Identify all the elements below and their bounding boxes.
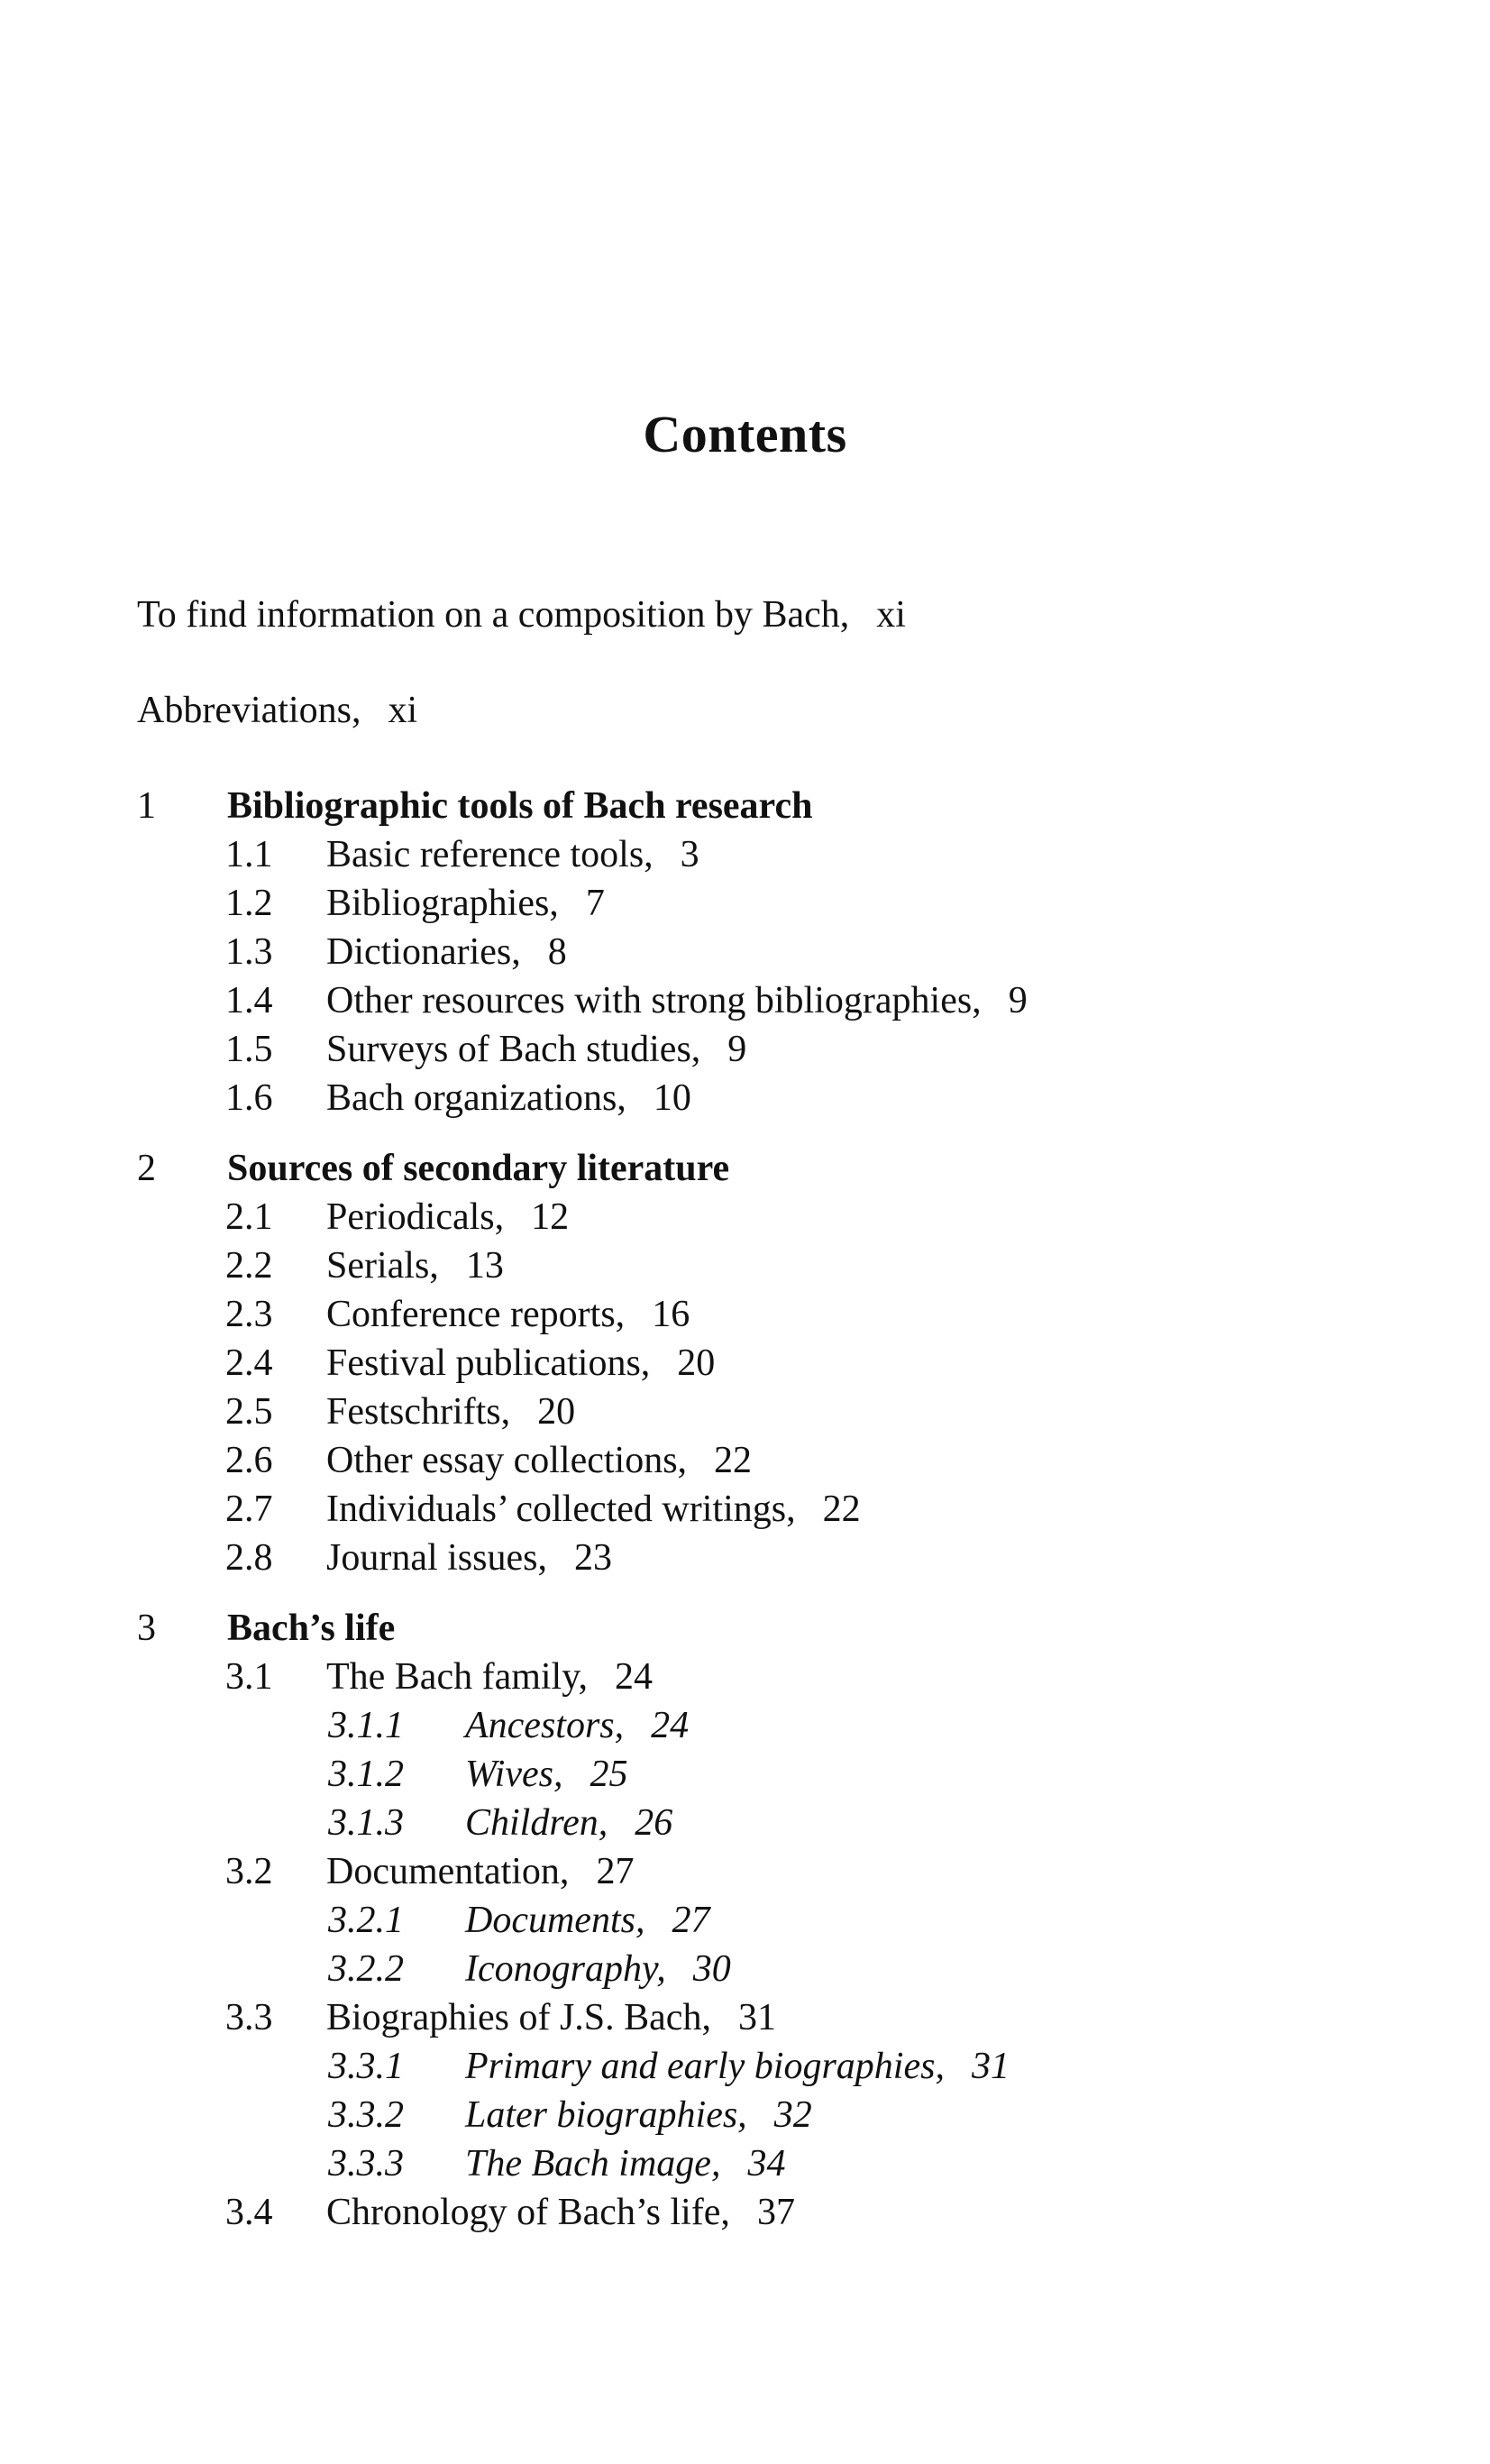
section-page: 23 xyxy=(574,1537,612,1579)
section-label: Bach organizations, xyxy=(326,1077,626,1119)
section-label: Biographies of J.S. Bach, xyxy=(326,1997,711,2038)
section-number: 3.4 xyxy=(225,2192,273,2233)
section-page: 13 xyxy=(465,1245,504,1287)
section-label: Festival publications, xyxy=(326,1342,651,1384)
section-label: Dictionaries, xyxy=(326,931,521,973)
subsection-page: 27 xyxy=(672,1900,710,1941)
subsection-label: Later biographies, xyxy=(465,2094,747,2136)
section-number: 1.2 xyxy=(225,883,273,924)
chapter-number: 1 xyxy=(137,785,156,827)
toc-front-entry xyxy=(137,689,417,732)
subsection-label: Primary and early biographies, xyxy=(465,2046,945,2087)
section-number: 1.3 xyxy=(225,931,273,973)
section-number: 2.3 xyxy=(225,1294,273,1335)
subsection-page: 26 xyxy=(635,1802,673,1844)
subsection-number: 3.3.1 xyxy=(328,2046,404,2087)
section-number: 3.1 xyxy=(225,1656,273,1698)
section-label: The Bach family, xyxy=(326,1656,589,1698)
chapter-title: Sources of secondary literature xyxy=(227,1148,730,1189)
section-page: 24 xyxy=(615,1656,654,1698)
section-number: 1.4 xyxy=(225,980,273,1021)
section-number: 2.5 xyxy=(225,1391,273,1433)
chapter-number: 3 xyxy=(137,1608,156,1649)
section-page: 22 xyxy=(822,1488,861,1530)
section-label: Documentation, xyxy=(326,1851,570,1892)
toc-front-entry xyxy=(137,593,906,637)
section-number: 2.8 xyxy=(225,1537,273,1579)
subsection-number: 3.3.2 xyxy=(328,2094,404,2136)
section-page: 31 xyxy=(737,1997,776,2038)
section-number: 2.1 xyxy=(225,1196,273,1238)
section-label: Bibliographies, xyxy=(326,883,559,924)
section-page: 9 xyxy=(727,1029,747,1070)
subsection-number: 3.1.1 xyxy=(328,1705,404,1746)
entry-page: xi xyxy=(388,690,418,731)
chapter-number: 2 xyxy=(137,1148,156,1189)
section-label: Conference reports, xyxy=(326,1294,626,1335)
section-label: Chronology of Bach’s life, xyxy=(326,2192,730,2233)
subsection-page: 30 xyxy=(692,1948,731,1990)
section-number: 3.2 xyxy=(225,1851,273,1892)
section-label: Festschrifts, xyxy=(326,1391,511,1433)
section-label: Individuals’ collected writings, xyxy=(326,1488,796,1530)
subsection-label: Ancestors, xyxy=(465,1705,625,1746)
section-number: 2.7 xyxy=(225,1488,273,1530)
subsection-number: 3.3.3 xyxy=(328,2143,404,2185)
section-label: Other essay collections, xyxy=(326,1440,688,1481)
section-number: 1.5 xyxy=(225,1029,273,1070)
section-label: Periodicals, xyxy=(326,1196,505,1238)
section-label: Serials, xyxy=(326,1245,439,1287)
subsection-number: 3.2.1 xyxy=(328,1900,404,1941)
section-page: 16 xyxy=(652,1294,690,1335)
section-number: 2.6 xyxy=(225,1440,273,1481)
section-number: 3.3 xyxy=(225,1997,273,2038)
section-number: 1.1 xyxy=(225,834,273,875)
section-page: 7 xyxy=(585,883,605,924)
page-title: Contents xyxy=(643,405,847,463)
section-number: 2.4 xyxy=(225,1342,273,1384)
section-label: Surveys of Bach studies, xyxy=(326,1029,701,1070)
entry-label: To find information on a composition by Bach, xyxy=(137,594,850,636)
section-label: Journal issues, xyxy=(326,1537,547,1579)
subsection-number: 3.1.3 xyxy=(328,1802,404,1844)
subsection-number: 3.2.2 xyxy=(328,1948,404,1990)
section-number: 2.2 xyxy=(225,1245,273,1287)
chapter-title: Bibliographic tools of Bach research xyxy=(227,785,813,827)
entry-label: Abbreviations, xyxy=(137,690,361,731)
subsection-label: Documents, xyxy=(465,1900,645,1941)
subsection-number: 3.1.2 xyxy=(328,1754,404,1795)
section-page: 20 xyxy=(677,1342,716,1384)
subsection-label: Wives, xyxy=(465,1754,563,1795)
section-number: 1.6 xyxy=(225,1077,273,1119)
chapter-title: Bach’s life xyxy=(227,1608,396,1649)
entry-page: xi xyxy=(876,594,906,636)
subsection-page: 34 xyxy=(747,2143,786,2185)
subsection-page: 31 xyxy=(971,2046,1010,2087)
section-page: 3 xyxy=(680,834,699,875)
section-page: 12 xyxy=(531,1196,570,1238)
section-page: 20 xyxy=(537,1391,576,1433)
subsection-label: Iconography, xyxy=(465,1948,666,1990)
section-page: 27 xyxy=(596,1851,635,1892)
section-page: 8 xyxy=(547,931,567,973)
section-page: 37 xyxy=(756,2192,795,2233)
subsection-label: The Bach image, xyxy=(465,2143,721,2185)
subsection-page: 25 xyxy=(590,1754,628,1795)
section-page: 22 xyxy=(714,1440,753,1481)
section-label: Other resources with strong bibliographies, xyxy=(326,980,982,1021)
subsection-page: 24 xyxy=(651,1705,690,1746)
section-page: 10 xyxy=(653,1077,691,1119)
subsection-label: Children, xyxy=(465,1802,608,1844)
subsection-page: 32 xyxy=(773,2094,812,2136)
section-page: 9 xyxy=(1008,980,1028,1021)
section-label: Basic reference tools, xyxy=(326,834,654,875)
